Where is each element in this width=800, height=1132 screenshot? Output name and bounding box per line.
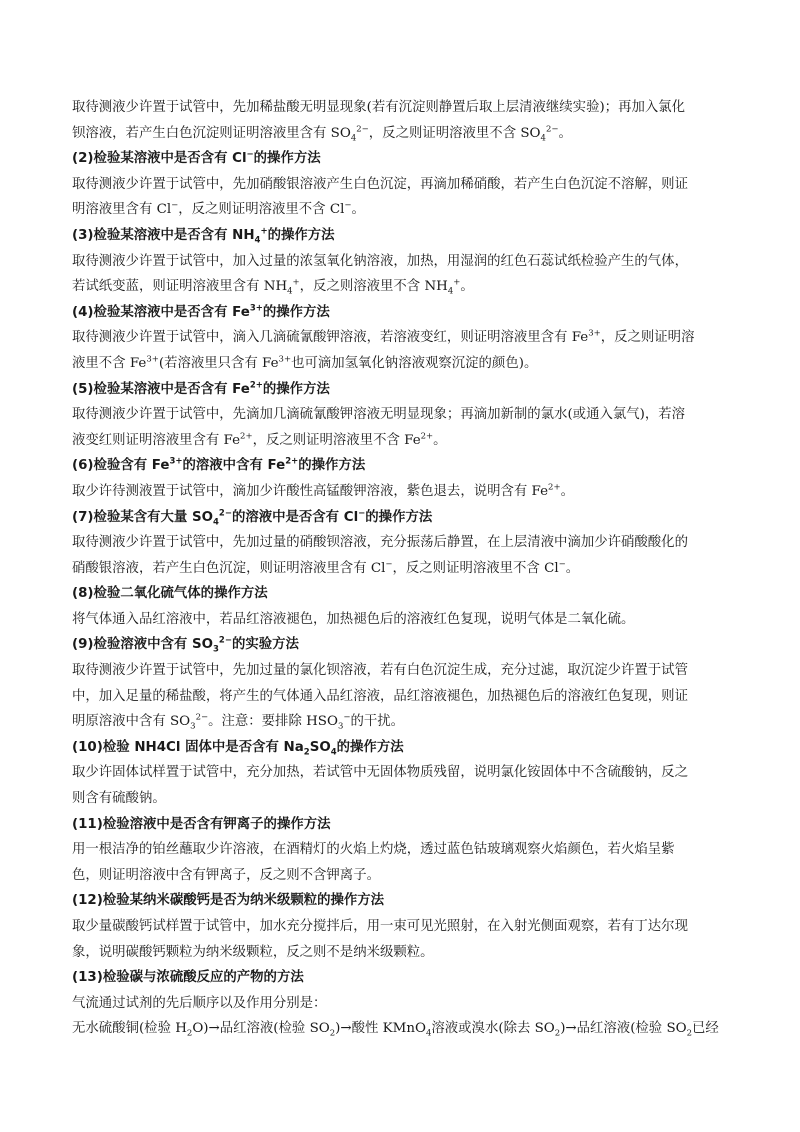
section-heading: (9)检验溶液中含有 $SO_3^{2-}$的实验方法 <box>72 636 299 656</box>
paragraph: 用一根洁净的铂丝蘸取少许溶液，在酒精灯的火焰上灼烧，透过蓝色钴玻璃观察火焰颜色，若火焰呈紫 <box>72 842 675 858</box>
section-heading: (2)检验某溶液中是否含有 Cl−的操作方法 <box>72 149 321 167</box>
document-page <box>72 95 732 1042</box>
paragraph: 明原溶液中含有 $SO_3^{2-}$。注意：要排除 $HSO_3^-$的干扰。 <box>72 712 405 732</box>
section-heading: (10)检验 NH4Cl 固体中是否含有 $Na_2SO_4$的操作方法 <box>72 739 404 758</box>
paragraph: 中，加入足量的稀盐酸，将产生的气体通入品红溶液，品红溶液褪色，加热褪色后的溶液红色复现，则证 <box>72 688 688 704</box>
section-heading: (11)检验溶液中是否含有钾离子的操作方法 <box>72 816 331 832</box>
paragraph: 无水硫酸铜(检验 $H_2O)\to$品红溶液(检验 $SO_2)\to$酸性 KMnO$_4$溶液或溴水(除去 $SO_2)\to$品红溶液(检验 $SO_2$已经 <box>72 1021 719 1040</box>
section-heading: (6)检验含有 $Fe^{3+}$的溶液中含有 $Fe^{2+}$的操作方法 <box>72 456 366 474</box>
paragraph: 取待测液少许置于试管中，先加过量的硝酸钡溶液，充分振荡后静置，在上层清液中滴加少许硝酸酸化的 <box>72 535 688 551</box>
paragraph: 象，说明碳酸钙颗粒为纳米级颗粒，反之则不是纳米级颗粒。 <box>72 944 434 960</box>
paragraph: 则含有硫酸钠。 <box>72 791 166 807</box>
paragraph: 硝酸银溶液，若产生白色沉淀，则证明溶液里含有 Cl−，反之则证明溶液里不含 Cl−。 <box>72 559 580 576</box>
paragraph: 若试纸变蓝，则证明溶液里含有 $NH_4^+$，反之则溶液里不含 $NH_4^+$。 <box>72 277 474 297</box>
paragraph: 取少许待测液置于试管中，滴加少许酸性高锰酸钾溶液，紫色退去，说明含有 $Fe^{2+}$。 <box>72 482 574 499</box>
paragraph: 取待测液少许置于试管中，先加过量的氯化钡溶液，若有白色沉淀生成，充分过滤，取沉淀少许置于试管 <box>72 663 688 679</box>
paragraph: 液里不含 $Fe^{3+}$(若溶液里只含有 $Fe^{3+}$也可滴加氢氧化钠溶液观察沉淀的颜色)。 <box>72 354 538 371</box>
paragraph: 取待测液少许置于试管中，先滴加几滴硫氰酸钾溶液无明显现象；再滴加新制的氯水(或通入氯气)，若溶 <box>72 407 686 423</box>
paragraph: 液变红则证明溶液里含有 $Fe^{2+}$，反之则证明溶液里不含 $Fe^{2+}$。 <box>72 431 447 448</box>
paragraph: 取待测液少许置于试管中，滴入几滴硫氰酸钾溶液，若溶液变红，则证明溶液里含有 $Fe^{3+}$，反之则证明溶 <box>72 328 695 346</box>
section-heading: (8)检验二氧化硫气体的操作方法 <box>72 586 268 602</box>
paragraph: 取少许固体试样置于试管中，充分加热，若试管中无固体物质残留，说明氯化铵固体中不含硫酸钠，反之 <box>72 765 688 781</box>
paragraph: 气流通过试剂的先后顺序以及作用分别是： <box>72 995 327 1011</box>
section-heading: (13)检验碳与浓硫酸反应的产物的方法 <box>72 970 304 986</box>
paragraph: 色，则证明溶液中含有钾离子，反之则不含钾离子。 <box>72 867 380 883</box>
paragraph: 钡溶液，若产生白色沉淀则证明溶液里含有 $SO_4^{2-}$，反之则证明溶液里不含 $SO_4^{2-}$。 <box>72 124 572 144</box>
paragraph: 将气体通入品红溶液中，若品红溶液褪色，加热褪色后的溶液红色复现，说明气体是二氧化硫。 <box>72 611 635 627</box>
section-heading: (5)检验某溶液中是否含有 $Fe^{2+}$的操作方法 <box>72 380 330 397</box>
paragraph: 取待测液少许置于试管中，加入过量的浓氢氧化钠溶液，加热，用湿润的红色石蕊试纸检验产生的气体， <box>72 253 688 269</box>
paragraph: 明溶液里含有 Cl−，反之则证明溶液里不含 Cl−。 <box>72 200 365 218</box>
paragraph: 取少量碳酸钙试样置于试管中，加水充分搅拌后，用一束可见光照射，在入射光侧面观察，若有丁达尔现 <box>72 919 688 934</box>
paragraph: 取待测液少许置于试管中，先加稀盐酸无明显现象(若有沉淀则静置后取上层清液继续实验)；再加入氯化 <box>72 100 686 115</box>
paragraph: 取待测液少许置于试管中，先加硝酸银溶液产生白色沉淀，再滴加稀硝酸，若产生白色沉淀不溶解，则证 <box>72 176 688 192</box>
section-heading: (3)检验某溶液中是否含有 $NH_4^+$的操作方法 <box>72 226 335 246</box>
section-heading: (7)检验某含有大量 $SO_4^{2-}$的溶液中是否含有 Cl−的操作方法 <box>72 508 433 528</box>
section-heading: (4)检验某溶液中是否含有 $Fe^{3+}$的操作方法 <box>72 303 330 320</box>
section-heading: (12)检验某纳米碳酸钙是否为纳米级颗粒的操作方法 <box>72 893 385 909</box>
